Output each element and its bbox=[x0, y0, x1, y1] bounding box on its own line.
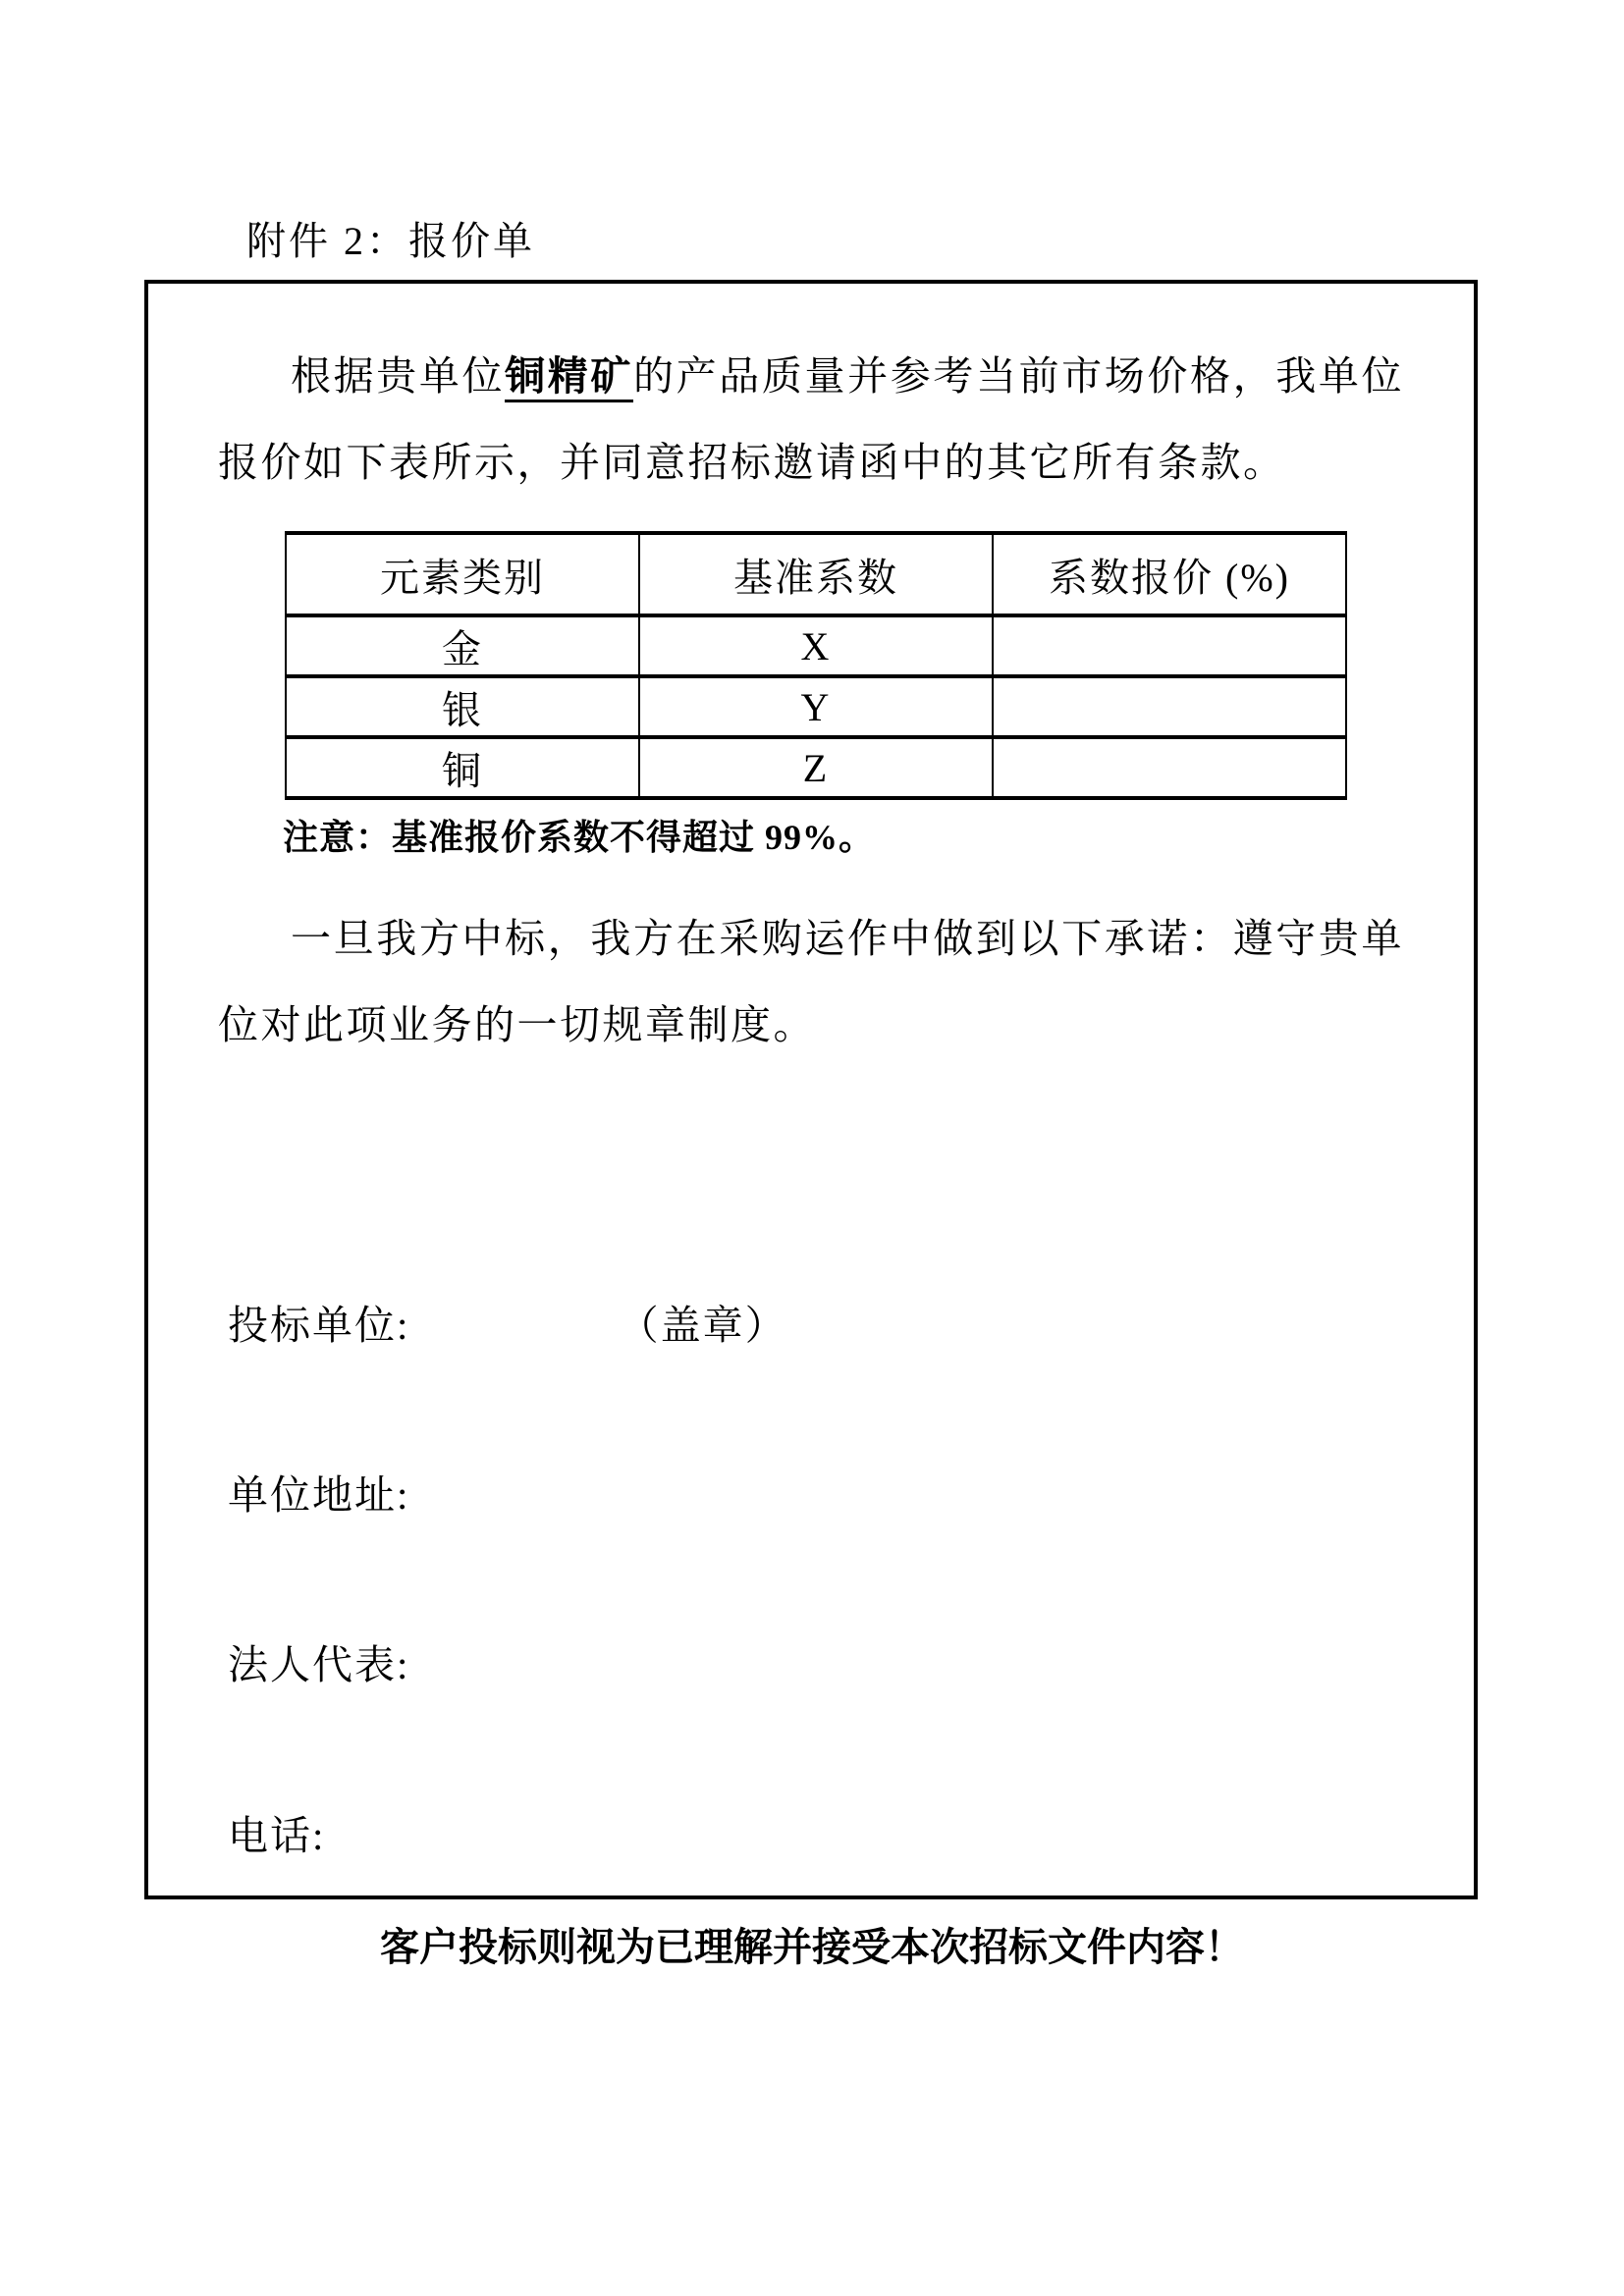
intro-text-before: 根据贵单位 bbox=[291, 353, 506, 399]
intro-text-after: 的产品质量并参考当前市场价格，我单位报价如下表所示，并同意招标邀请函中的其它所有条款。 bbox=[218, 353, 1405, 485]
bidder-label: 投标单位: bbox=[228, 1303, 410, 1348]
page-title: 附件 2：报价单 bbox=[246, 219, 535, 263]
table-row bbox=[286, 737, 1346, 798]
coefficient-cell: Y bbox=[639, 676, 993, 737]
intro-paragraph bbox=[218, 333, 1404, 506]
commitment-paragraph: 一旦我方中标，我方在采购运作中做到以下承诺：遵守贵单位对此项业务的一切规章制度。 bbox=[218, 916, 1404, 1047]
bidder-signature-row bbox=[228, 1293, 787, 1351]
table-header-row bbox=[286, 533, 1346, 615]
element-cell: 金 bbox=[286, 615, 639, 676]
element-cell: 银 bbox=[286, 676, 639, 737]
phone-label: 电话: bbox=[228, 1813, 326, 1858]
legal-rep-label: 法人代表: bbox=[228, 1642, 410, 1687]
col-header-element: 元素类别 bbox=[286, 533, 639, 615]
element-cell: 铜 bbox=[286, 737, 639, 798]
quote-input-cell[interactable] bbox=[993, 737, 1346, 798]
quote-table bbox=[285, 531, 1347, 800]
address-label: 单位地址: bbox=[228, 1472, 410, 1518]
quotation-box bbox=[144, 280, 1478, 1899]
seal-label: （盖章） bbox=[618, 1303, 787, 1348]
col-header-quote-percent: 系数报价 (%) bbox=[993, 533, 1346, 615]
footer-statement: 客户投标则视为已理解并接受本次招标文件内容！ bbox=[380, 1925, 1244, 1969]
product-name-underlined: 铜精矿 bbox=[505, 353, 633, 402]
coefficient-cell: Z bbox=[639, 737, 993, 798]
quote-input-cell[interactable] bbox=[993, 615, 1346, 676]
table-row bbox=[286, 615, 1346, 676]
table-note: 注意：基准报价系数不得超过 99%。 bbox=[283, 818, 876, 857]
quote-input-cell[interactable] bbox=[993, 676, 1346, 737]
table-row bbox=[286, 676, 1346, 737]
col-header-base-coefficient: 基准系数 bbox=[639, 533, 993, 615]
coefficient-cell: X bbox=[639, 615, 993, 676]
